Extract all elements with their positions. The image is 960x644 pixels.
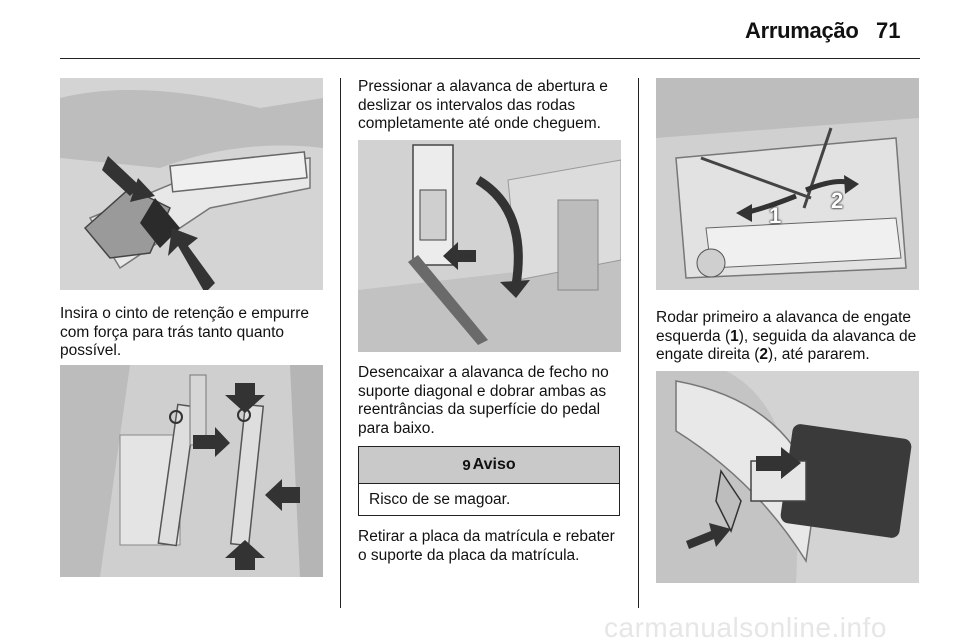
text-line: completamente até onde cheguem.	[358, 115, 601, 132]
text-line: Insira o cinto de retenção e empurre	[60, 305, 309, 322]
figure-coupling-levers	[656, 78, 919, 290]
text-line: engate direita (2), até pararem.	[656, 346, 870, 363]
text-line: reentrâncias da superfície do pedal	[358, 401, 601, 418]
text-line: suporte diagonal e dobrar ambas as	[358, 382, 607, 400]
warning-box	[358, 446, 620, 516]
col3-instruction	[656, 309, 926, 365]
warning-header	[359, 447, 619, 484]
text-line: com força para trás tanto quanto	[60, 323, 285, 341]
text-line: esquerda (1), seguida da alavanca de	[656, 327, 917, 345]
text-line: Retirar a placa da matrícula e rebater	[358, 528, 615, 545]
figure-label-1: 1	[769, 203, 782, 228]
text-line: deslizar os intervalos das rodas	[358, 96, 576, 114]
text-line: Desencaixar a alavanca de fecho no	[358, 364, 609, 381]
col2-instruction-2	[358, 364, 609, 438]
text-line: Pressionar a alavanca de abertura e	[358, 78, 608, 95]
page-title: Arrumação	[745, 18, 859, 43]
figure-label-2: 2	[831, 188, 844, 213]
figure-seat-belt-insert	[60, 78, 323, 290]
warning-title: Aviso	[472, 456, 516, 473]
col2-instruction-3	[358, 528, 615, 565]
watermark: carmanualsonline.info	[604, 612, 887, 643]
figure-plate-holder	[656, 371, 919, 583]
col2-instruction-1	[358, 78, 608, 134]
warning-text: Risco de se magoar.	[369, 491, 511, 508]
warning-icon: 9	[462, 456, 471, 474]
figure-release-lever	[358, 140, 621, 352]
header-rule	[60, 58, 920, 59]
text-line: o suporte da placa da matrícula.	[358, 546, 580, 564]
column-divider-1	[340, 78, 341, 608]
text-line: para baixo.	[358, 419, 435, 437]
page-number: 71	[876, 18, 901, 43]
col1-instruction	[60, 305, 309, 361]
figure-wheel-rails	[60, 365, 323, 577]
text-line: possível.	[60, 342, 122, 359]
column-divider-2	[638, 78, 639, 608]
text-line: Rodar primeiro a alavanca de engate	[656, 309, 912, 326]
